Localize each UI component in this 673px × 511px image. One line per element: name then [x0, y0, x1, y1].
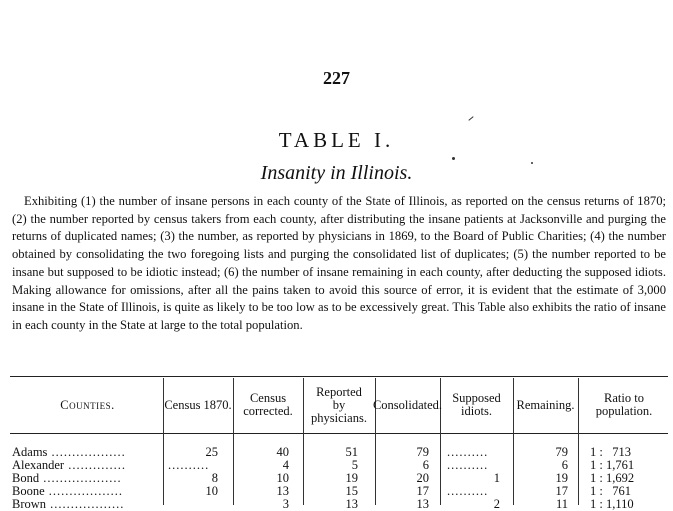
census-corrected-cell: 3 [282, 497, 289, 511]
ratio-cell: 1 : 1,692 [590, 471, 635, 485]
ratio-cell: 1 : 1,110 [590, 497, 634, 511]
consolidated-cell: 13 [416, 497, 429, 511]
empty-dot-leader: .......... [447, 458, 489, 472]
header-ratio: Ratio to population. [595, 391, 653, 418]
physicians-cell: 13 [345, 497, 358, 511]
supposed-idiots-cell: 2 [493, 497, 500, 511]
table-row: Brown .................. 3 13 13 2 11 1 : 1,110 [0, 498, 673, 511]
ratio-cell: 1 : 713 [590, 445, 631, 459]
census-corrected-cell: 10 [276, 471, 289, 485]
consolidated-cell: 79 [416, 445, 429, 459]
county-name: Adams [12, 446, 48, 459]
header-consolidated: Consolidated. [372, 397, 443, 412]
empty-dot-leader: .......... [168, 458, 210, 472]
empty-dot-leader: .......... [447, 445, 489, 459]
county-name: Boone [12, 485, 45, 498]
table-subtitle: Insanity in Illinois. [260, 162, 413, 184]
empty-dot-leader: .......... [447, 484, 489, 498]
consolidated-cell: 6 [422, 458, 429, 472]
table-header-rule [10, 433, 668, 434]
supposed-idiots-cell: 1 [493, 471, 500, 485]
county-name: Bond [12, 472, 40, 485]
remaining-cell: 11 [555, 497, 568, 511]
census-corrected-cell: 4 [282, 458, 289, 472]
census-1870-cell: 25 [205, 445, 218, 459]
physicians-cell: 5 [351, 458, 358, 472]
header-physicians: Reported by physicians. [311, 384, 367, 425]
table-row: Bond ................... 8 10 19 20 1 19 1 : 1,692 [0, 472, 673, 485]
table-row: Adams .................. 25 40 51 79 .......... 79 1 : 713 [0, 446, 673, 459]
physicians-cell: 15 [345, 484, 358, 498]
header-census: Census 1870. [164, 397, 232, 412]
page-number: 227 [323, 68, 350, 88]
table-row: Alexander .............. .......... 4 5 6 .......... 6 1 : 1,761 [0, 459, 673, 472]
consolidated-cell: 20 [416, 471, 429, 485]
table-row: Boone .................. 10 13 15 17 .......... 17 1 : 761 [0, 485, 673, 498]
remaining-cell: 79 [555, 445, 568, 459]
physicians-cell: 51 [345, 445, 358, 459]
census-corrected-cell: 40 [276, 445, 289, 459]
header-corrected: Census corrected. [243, 391, 293, 418]
county-name: Brown [12, 498, 47, 511]
census-1870-cell: 8 [211, 471, 218, 485]
table-title: TABLE I. [278, 128, 395, 152]
header-supposed: Supposed idiots. [452, 391, 501, 418]
census-1870-cell: 10 [205, 484, 218, 498]
consolidated-cell: 17 [416, 484, 429, 498]
ratio-cell: 1 : 761 [590, 484, 631, 498]
scan-speck [468, 116, 473, 121]
county-name: Alexander [12, 459, 65, 472]
scan-speck [531, 162, 533, 164]
table-body [0, 446, 673, 511]
table-top-rule [10, 376, 668, 377]
table-description: Exhibiting (1) the number of insane persons in each county of the State of Illinois, as reported on the census returns of 1870; (2) the number reported by census takers from each county, after distributing the insane patients at Jacksonville and purging the returns of duplicated names; (3) the number, as reported by physicians in 1869, to the Board of Public Charities; (4) the number obtained by consolidating the two foregoing lists and purging the consolidated list of duplicates; (5) the number reported to be insane but supposed to be idiotic instead; (6) the number of insane remaining in each county, after deducting the supposed idiots. Making allowance for omissions, after all the pains taken to avoid this source of error, it is evident that the estimate of 3,000 insane in the State of Illinois, is quite as likely to be too low as to be excessively great. This Table also exhibits the ratio of insane in each county in the State at large to the total population. [12, 194, 666, 332]
header-remaining: Remaining. [516, 397, 575, 412]
remaining-cell: 19 [555, 471, 568, 485]
header-counties: Counties. [60, 397, 115, 412]
census-corrected-cell: 13 [276, 484, 289, 498]
ratio-cell: 1 : 1,761 [590, 458, 635, 472]
scan-speck [452, 157, 455, 160]
physicians-cell: 19 [345, 471, 358, 485]
remaining-cell: 6 [561, 458, 568, 472]
remaining-cell: 17 [555, 484, 568, 498]
